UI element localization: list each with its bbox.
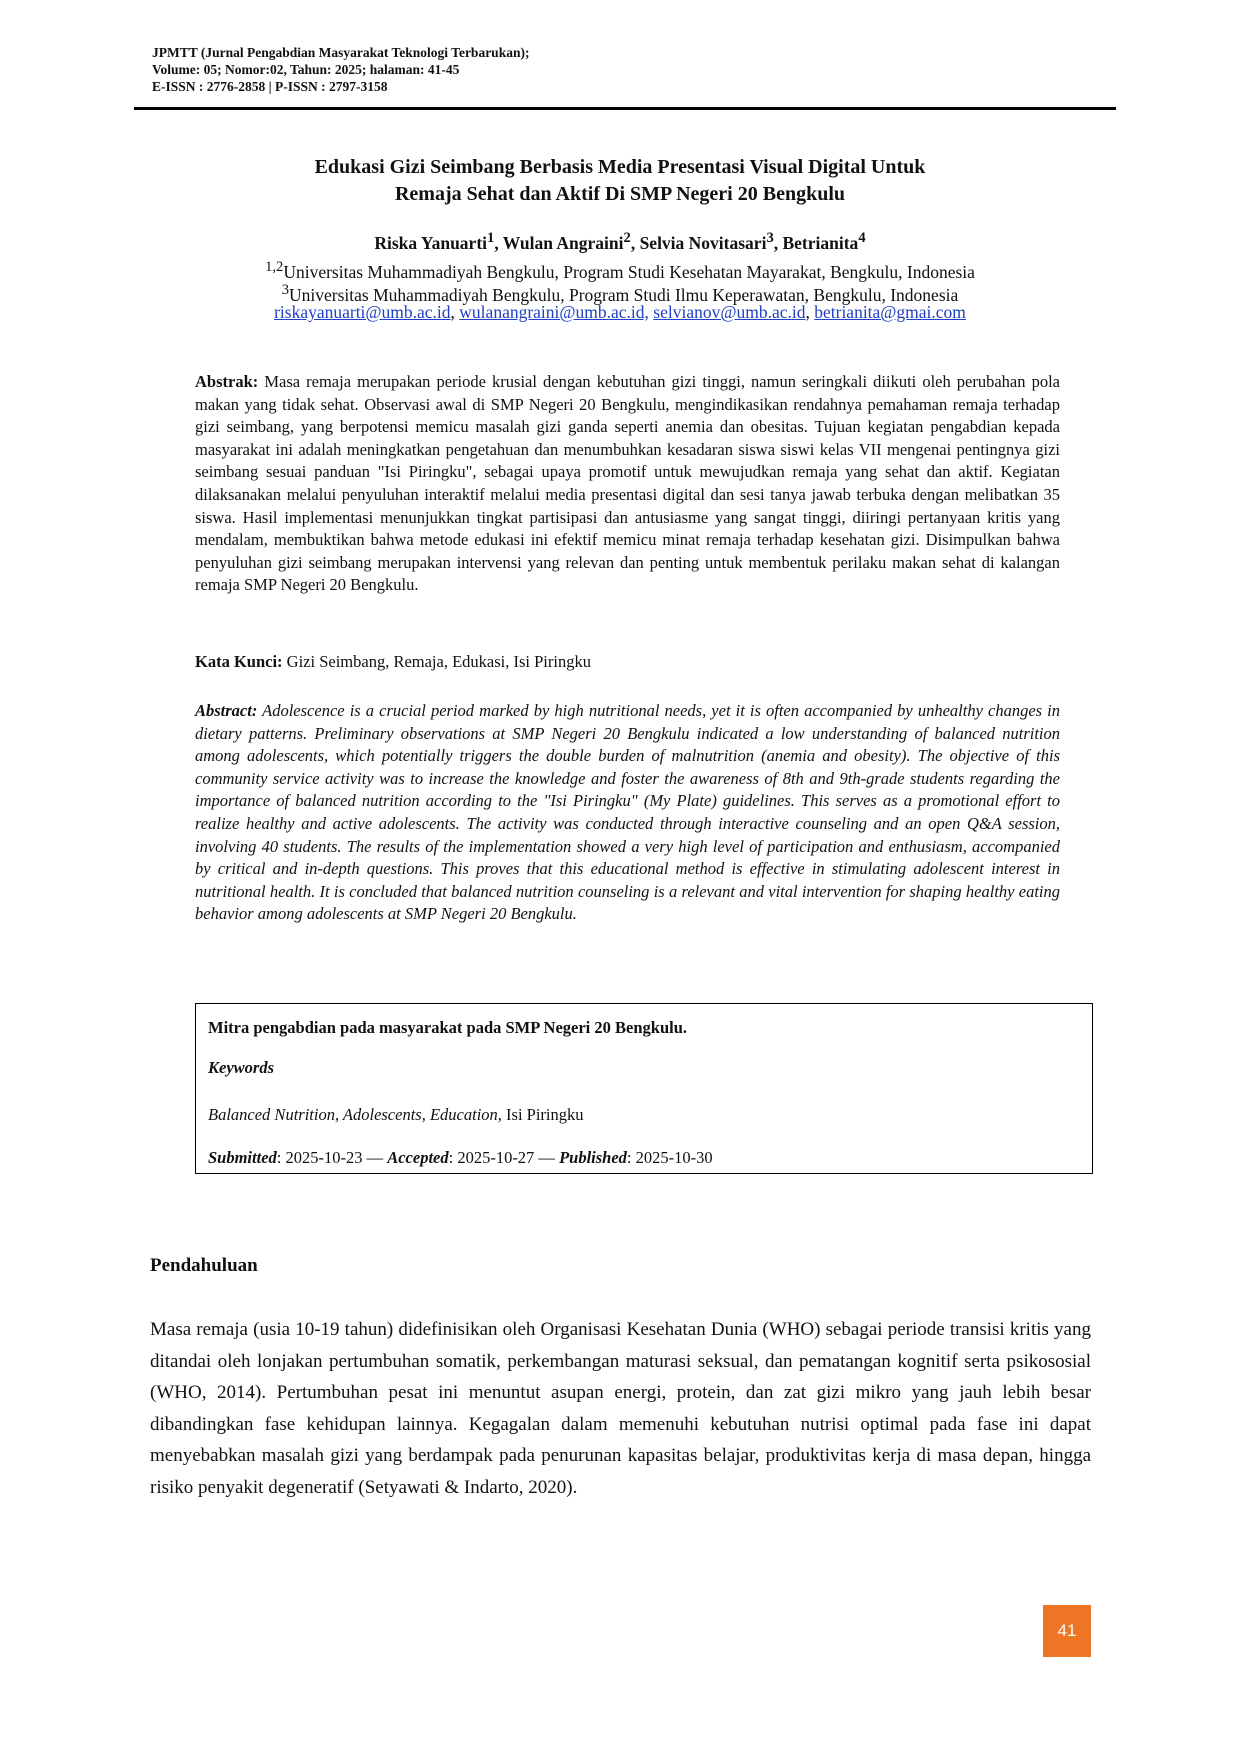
keywords-plain: , Isi Piringku	[497, 1105, 584, 1124]
abstract-label: Abstract:	[195, 701, 258, 720]
accepted-label: Accepted	[387, 1148, 449, 1167]
author-separator: ,	[494, 232, 503, 253]
published-label: Published	[559, 1148, 627, 1167]
accepted-date: : 2025-10-27 —	[448, 1148, 560, 1167]
mitra-text: Mitra pengabdian pada masyarakat pada SMP Negeri 20 Bengkulu.	[208, 1018, 688, 1037]
abstrak	[195, 371, 1060, 597]
abstract-text: Adolescence is a crucial period marked by high nutritional needs, yet it is often accompanied by unhealthy changes in dietary patterns. Preliminary observations at SMP Negeri 20 Bengkulu indicated a low understanding of balanced nutrition among adolescents, which potentially triggers the double burden of malnutrition (anemia and obesity). The objective of this community service activity was to increase the knowledge and foster the awareness of 8th and 9th-grade students regarding the importance of balanced nutrition according to the "Isi Piringku" (My Plate) guidelines. This serves as a promotional effort to realize healthy and active adolescents. The activity was conducted through interactive counseling and an open Q&A session, involving 40 students. The results of the implementation showed a very high level of participation and enthusiasm, accompanied by critical and in-depth questions. This proves that this educational method is effective in stimulating adolescent interest in nutritional health. It is concluded that balanced nutrition counseling is a relevant and vital intervention for shaping healthy eating behavior among adolescents at SMP Negeri 20 Bengkulu.	[195, 701, 1060, 924]
kata-kunci-label: Kata Kunci:	[195, 652, 283, 671]
journal-issn: E-ISSN : 2776-2858 | P-ISSN : 2797-3158	[152, 79, 388, 94]
email-link[interactable]: riskayanuarti@umb.ac.id	[274, 302, 451, 322]
abstrak-text: Masa remaja merupakan periode krusial dengan kebutuhan gizi tinggi, namun seringkali diikuti oleh perubahan pola makan yang tidak sehat. Observasi awal di SMP Negeri 20 Bengkulu, mengindikasikan rendahnya pemahaman remaja terhadap gizi seimbang, yang berpotensi memicu masalah gizi ganda seperti anemia dan obesitas. Tujuan kegiatan pengabdian kepada masyarakat ini adalah meningkatkan pengetahuan dan menumbuhkan kesadaran siswa siswi kelas VII mengenai pentingnya gizi seimbang sesuai panduan "Isi Piringku", sebagai upaya promotif untuk mewujudkan remaja yang sehat dan aktif. Kegiatan dilaksanakan melalui penyuluhan interaktif melalui media presentasi digital dan sesi tanya jawab terbuka dengan melibatkan 35 siswa. Hasil implementasi menunjukkan tingkat partisipasi dan antusiasme yang sangat tinggi, diiringi pertanyaan kritis yang mendalam, membuktikan bahwa metode edukasi ini efektif memicu minat remaja terhadap kesehatan gizi. Disimpulkan bahwa penyuluhan gizi seimbang merupakan intervensi yang relevan dan penting untuk membentuk perilaku makan sehat di kalangan remaja SMP Negeri 20 Bengkulu.	[195, 372, 1060, 595]
author-separator: ,	[630, 232, 640, 253]
body-paragraph: Masa remaja (usia 10-19 tahun) didefinisikan oleh Organisasi Kesehatan Dunia (WHO) sebagai periode transisi kritis yang ditandai oleh lonjakan pertumbuhan somatik, perkembangan maturasi seksual, dan pematangan kognitif serta psikososial (WHO, 2014). Pertumbuhan pesat ini menuntut asupan energi, protein, dan zat gizi mikro yang jauh lebih besar dibandingkan fase kehidupan lainnya. Kegagalan dalam memenuhi kebutuhan nutrisi optimal pada fase ini dapat menyebabkan masalah gizi yang berdampak pada penurunan kapasitas belajar, produktivitas kerja di masa depan, hingga risiko penyakit degeneratif (Setyawati & Indarto, 2020).	[150, 1319, 1091, 1498]
submitted-label: Submitted	[208, 1148, 277, 1167]
affiliation-text: Universitas Muhammadiyah Bengkulu, Program Studi Kesehatan Mayarakat, Bengkulu, Indonesia	[283, 261, 975, 282]
keywords-line	[208, 1105, 584, 1125]
keywords-label: Keywords	[208, 1058, 274, 1077]
author-sup: 4	[858, 230, 866, 246]
dates-line	[208, 1148, 713, 1168]
header-rule	[134, 107, 1116, 110]
affiliation-text: Universitas Muhammadiyah Bengkulu, Program Studi Ilmu Keperawatan, Bengkulu, Indonesia	[289, 284, 959, 305]
author-name: Selvia Novitasari	[639, 232, 767, 253]
author-sup: 3	[766, 230, 774, 246]
affiliation-sup: 1,2	[265, 259, 284, 275]
author-name: Riska Yanuarti	[374, 232, 488, 253]
kata-kunci-text: Gizi Seimbang, Remaja, Edukasi, Isi Piringku	[282, 652, 591, 671]
email-link[interactable]: selvianov@umb.ac.id	[653, 302, 806, 322]
affiliation-sup: 3	[281, 282, 290, 298]
title-line-1: Edukasi Gizi Seimbang Berbasis Media Presentasi Visual Digital Untuk	[314, 156, 926, 178]
author-name: Wulan Angraini	[502, 232, 624, 253]
journal-header	[152, 44, 529, 95]
email-link[interactable]: wulanangraini@umb.ac.id,	[459, 302, 649, 322]
journal-name: JPMTT (Jurnal Pengabdian Masyarakat Teknologi Terbarukan);	[152, 45, 530, 60]
email-separator: ,	[450, 302, 460, 322]
submitted-date: : 2025-10-23 —	[276, 1148, 388, 1167]
page-number-badge: 41	[1043, 1605, 1091, 1657]
info-box	[195, 1003, 1093, 1174]
email-list	[150, 302, 1090, 323]
paper-title	[150, 154, 1090, 208]
keywords-italic: Balanced Nutrition, Adolescents, Education	[208, 1105, 498, 1124]
section-heading: Pendahuluan	[150, 1255, 258, 1276]
author-sup: 1	[487, 230, 495, 246]
author-sup: 2	[623, 230, 631, 246]
author-name: Betrianita	[782, 232, 859, 253]
title-line-2: Remaja Sehat dan Aktif Di SMP Negeri 20 Bengkulu	[394, 183, 846, 205]
published-date: : 2025-10-30	[626, 1148, 713, 1167]
email-link[interactable]: betrianita@gmai.com	[814, 302, 966, 322]
journal-volume: Volume: 05; Nomor:02, Tahun: 2025; halaman: 41-45	[152, 62, 460, 77]
author-list	[150, 230, 1090, 254]
author-separator: ,	[773, 232, 783, 253]
abstract-en	[195, 700, 1060, 926]
abstrak-label: Abstrak:	[195, 372, 259, 391]
email-separator: ,	[805, 302, 815, 322]
kata-kunci	[195, 652, 591, 672]
